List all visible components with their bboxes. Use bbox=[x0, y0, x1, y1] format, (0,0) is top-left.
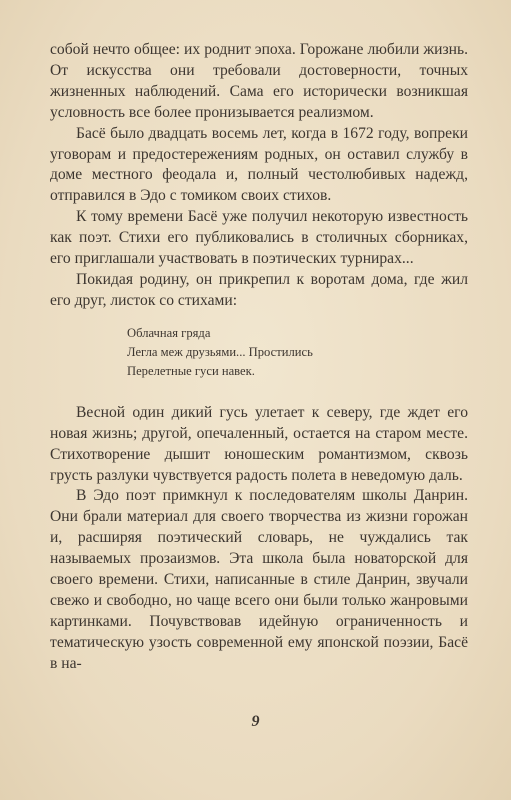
poem-line-2: Легла меж друзьями... Простились bbox=[127, 344, 313, 359]
poem bbox=[127, 324, 468, 381]
paragraph-3: К тому времени Басё уже получил некоторую известность как поэт. Стихи его публиковались в столичных сборниках, его приглашали участвовать в поэтических турнирах... bbox=[50, 208, 468, 268]
paragraph-2: Басё было двадцать восемь лет, когда в 1672 году, вопреки уговорам и предостережениям родных, он оставил службу в доме местного феодала и, полный честолюбивых надежд, отправился в Эдо с томиком своих стихов. bbox=[50, 124, 468, 205]
paragraph-6: В Эдо поэт примкнул к последователям школы Данрин. Они брали материал для своего творчества из жизни горожан и, расширяя поэтический словарь, не чуждались так называемых прозаизмов. Эта школа была новаторской для своего времени. Стихи, написанные в стиле Данрин, звучали свежо и свободно, но чаще всего они были только жанровыми картинками. Почувствовав идейную ограниченность и тематическую узость современной ему японской поэзии, Басё в на- bbox=[50, 487, 468, 672]
poem-line-1: Облачная гряда bbox=[127, 325, 211, 340]
paragraph-5: Весной один дикий гусь улетает к северу, где ждет его новая жизнь; другой, опечаленный, остается на старом месте. Стихотворение дышит юношеским романтизмом, сквозь грусть разлуки чувствуется радость полета в неведомую даль. bbox=[50, 403, 468, 484]
page-body bbox=[50, 40, 468, 675]
paragraph-1: собой нечто общее: их роднит эпоха. Горожане любили жизнь. От искусства они требовали достоверности, точных жизненных наблюдений. Сама его исторически возникшая условность все более пронизывается реализмом. bbox=[50, 41, 468, 121]
paragraph-4: Покидая родину, он прикрепил к воротам дома, где жил его друг, листок со стихами: bbox=[50, 270, 468, 309]
page-number: 9 bbox=[251, 713, 260, 730]
poem-line-3: Перелетные гуси навек. bbox=[127, 363, 255, 378]
